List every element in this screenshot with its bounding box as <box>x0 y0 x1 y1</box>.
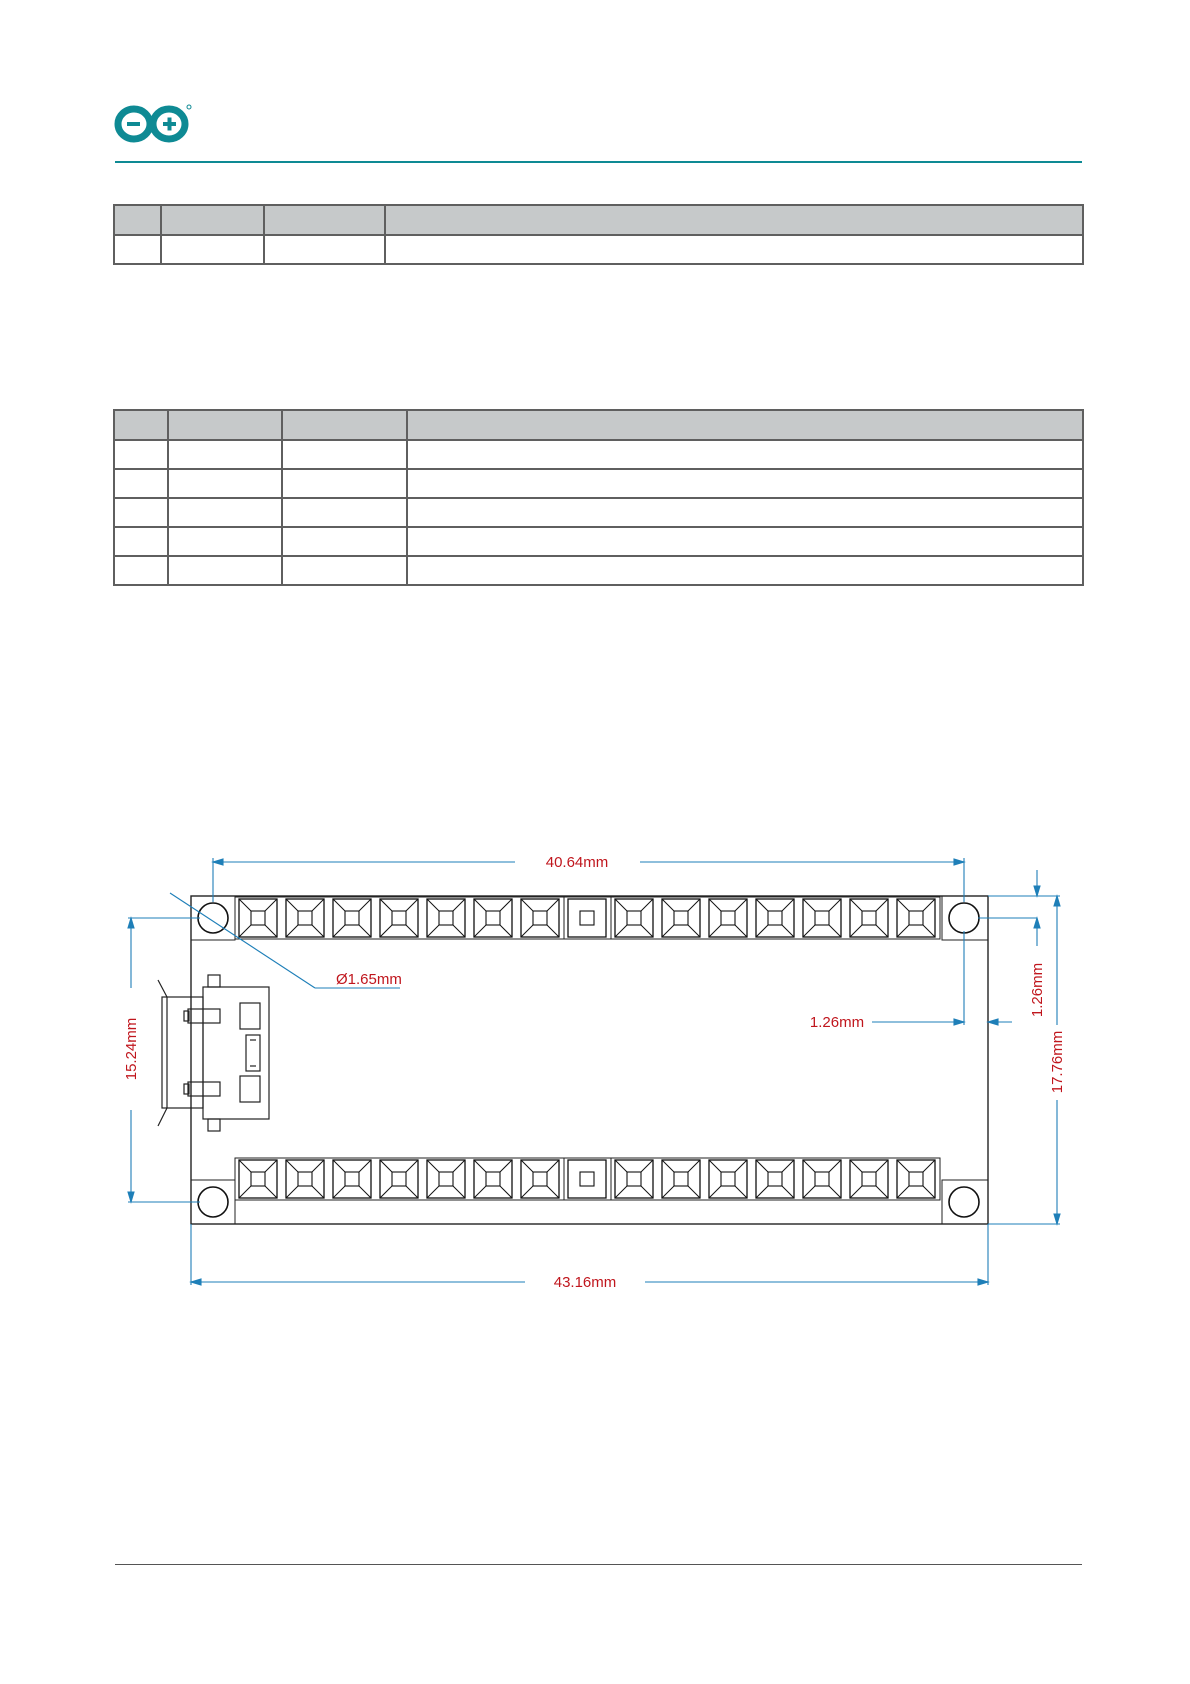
table-cell <box>168 556 282 585</box>
table-cell <box>114 498 168 527</box>
table-cell <box>407 556 1083 585</box>
arduino-logo-icon <box>113 102 193 146</box>
board-dimension-drawing <box>100 830 1090 1300</box>
header-pin <box>568 899 606 937</box>
header-pin <box>333 1160 371 1198</box>
header-pin <box>803 899 841 937</box>
table-row <box>114 556 1083 585</box>
table-cell <box>114 527 168 556</box>
dimension-label-usb-span: 15.24mm <box>123 1017 140 1081</box>
header-pin <box>286 899 324 937</box>
table-cell <box>385 235 1083 264</box>
table-row <box>114 469 1083 498</box>
mounting-hole <box>949 903 979 933</box>
header-cell <box>168 410 282 440</box>
table-row <box>114 440 1083 469</box>
table-cell <box>114 469 168 498</box>
header-pin <box>521 1160 559 1198</box>
table-cell <box>407 527 1083 556</box>
table-cell <box>114 235 161 264</box>
header-pin <box>615 899 653 937</box>
header-pin <box>239 1160 277 1198</box>
header-pin <box>474 1160 512 1198</box>
header-cell <box>264 205 385 235</box>
header-cell <box>282 410 407 440</box>
header-pin <box>427 1160 465 1198</box>
header-pin <box>427 899 465 937</box>
table-cell <box>168 440 282 469</box>
header-pin <box>850 1160 888 1198</box>
header-rule <box>115 161 1082 163</box>
dimension-label-overall-height: 17.76mm <box>1049 1030 1066 1094</box>
table-header-row <box>114 205 1083 235</box>
table-row <box>114 498 1083 527</box>
table-cell <box>264 235 385 264</box>
table-cell <box>168 498 282 527</box>
header-cell <box>161 205 264 235</box>
header-pin <box>286 1160 324 1198</box>
dimension-label-hole-diameter: Ø1.65mm <box>336 971 402 988</box>
dimension-label-overall-width: 43.16mm <box>553 1274 617 1291</box>
table-cell <box>407 498 1083 527</box>
header-pin <box>333 899 371 937</box>
header-pin <box>615 1160 653 1198</box>
header-cell <box>114 205 161 235</box>
dimension-label-top-width: 40.64mm <box>545 854 609 871</box>
header-pin <box>756 1160 794 1198</box>
dimension-label-edge-offset-horizontal: 1.26mm <box>809 1014 865 1031</box>
table-cell <box>168 527 282 556</box>
table-cell <box>282 469 407 498</box>
header-cell <box>407 410 1083 440</box>
header-pin <box>474 899 512 937</box>
table-cell <box>282 527 407 556</box>
dimension-label-edge-offset-vertical: 1.26mm <box>1029 962 1046 1018</box>
header-pin <box>803 1160 841 1198</box>
spec-table-2 <box>113 409 1084 586</box>
table-cell <box>168 469 282 498</box>
mounting-hole <box>198 1187 228 1217</box>
table-cell <box>282 440 407 469</box>
table-cell <box>282 498 407 527</box>
header-pin <box>897 899 935 937</box>
table-cell <box>161 235 264 264</box>
table-cell <box>114 440 168 469</box>
header-pin <box>521 899 559 937</box>
table-cell <box>407 469 1083 498</box>
header-cell <box>385 205 1083 235</box>
table-header-row <box>114 410 1083 440</box>
table-row <box>114 527 1083 556</box>
header-pin <box>239 899 277 937</box>
mounting-hole <box>949 1187 979 1217</box>
header-pin <box>756 899 794 937</box>
header-pin <box>662 1160 700 1198</box>
header-pin <box>380 1160 418 1198</box>
header-pin <box>662 899 700 937</box>
table-cell <box>407 440 1083 469</box>
table-cell <box>282 556 407 585</box>
table-row <box>114 235 1083 264</box>
header-pin <box>709 1160 747 1198</box>
table-cell <box>114 556 168 585</box>
header-pin <box>850 899 888 937</box>
spec-table-1 <box>113 204 1084 265</box>
footer-rule <box>115 1564 1082 1565</box>
header-pin <box>568 1160 606 1198</box>
header-cell <box>114 410 168 440</box>
header-pin <box>897 1160 935 1198</box>
header-pin <box>709 899 747 937</box>
header-pin <box>380 899 418 937</box>
